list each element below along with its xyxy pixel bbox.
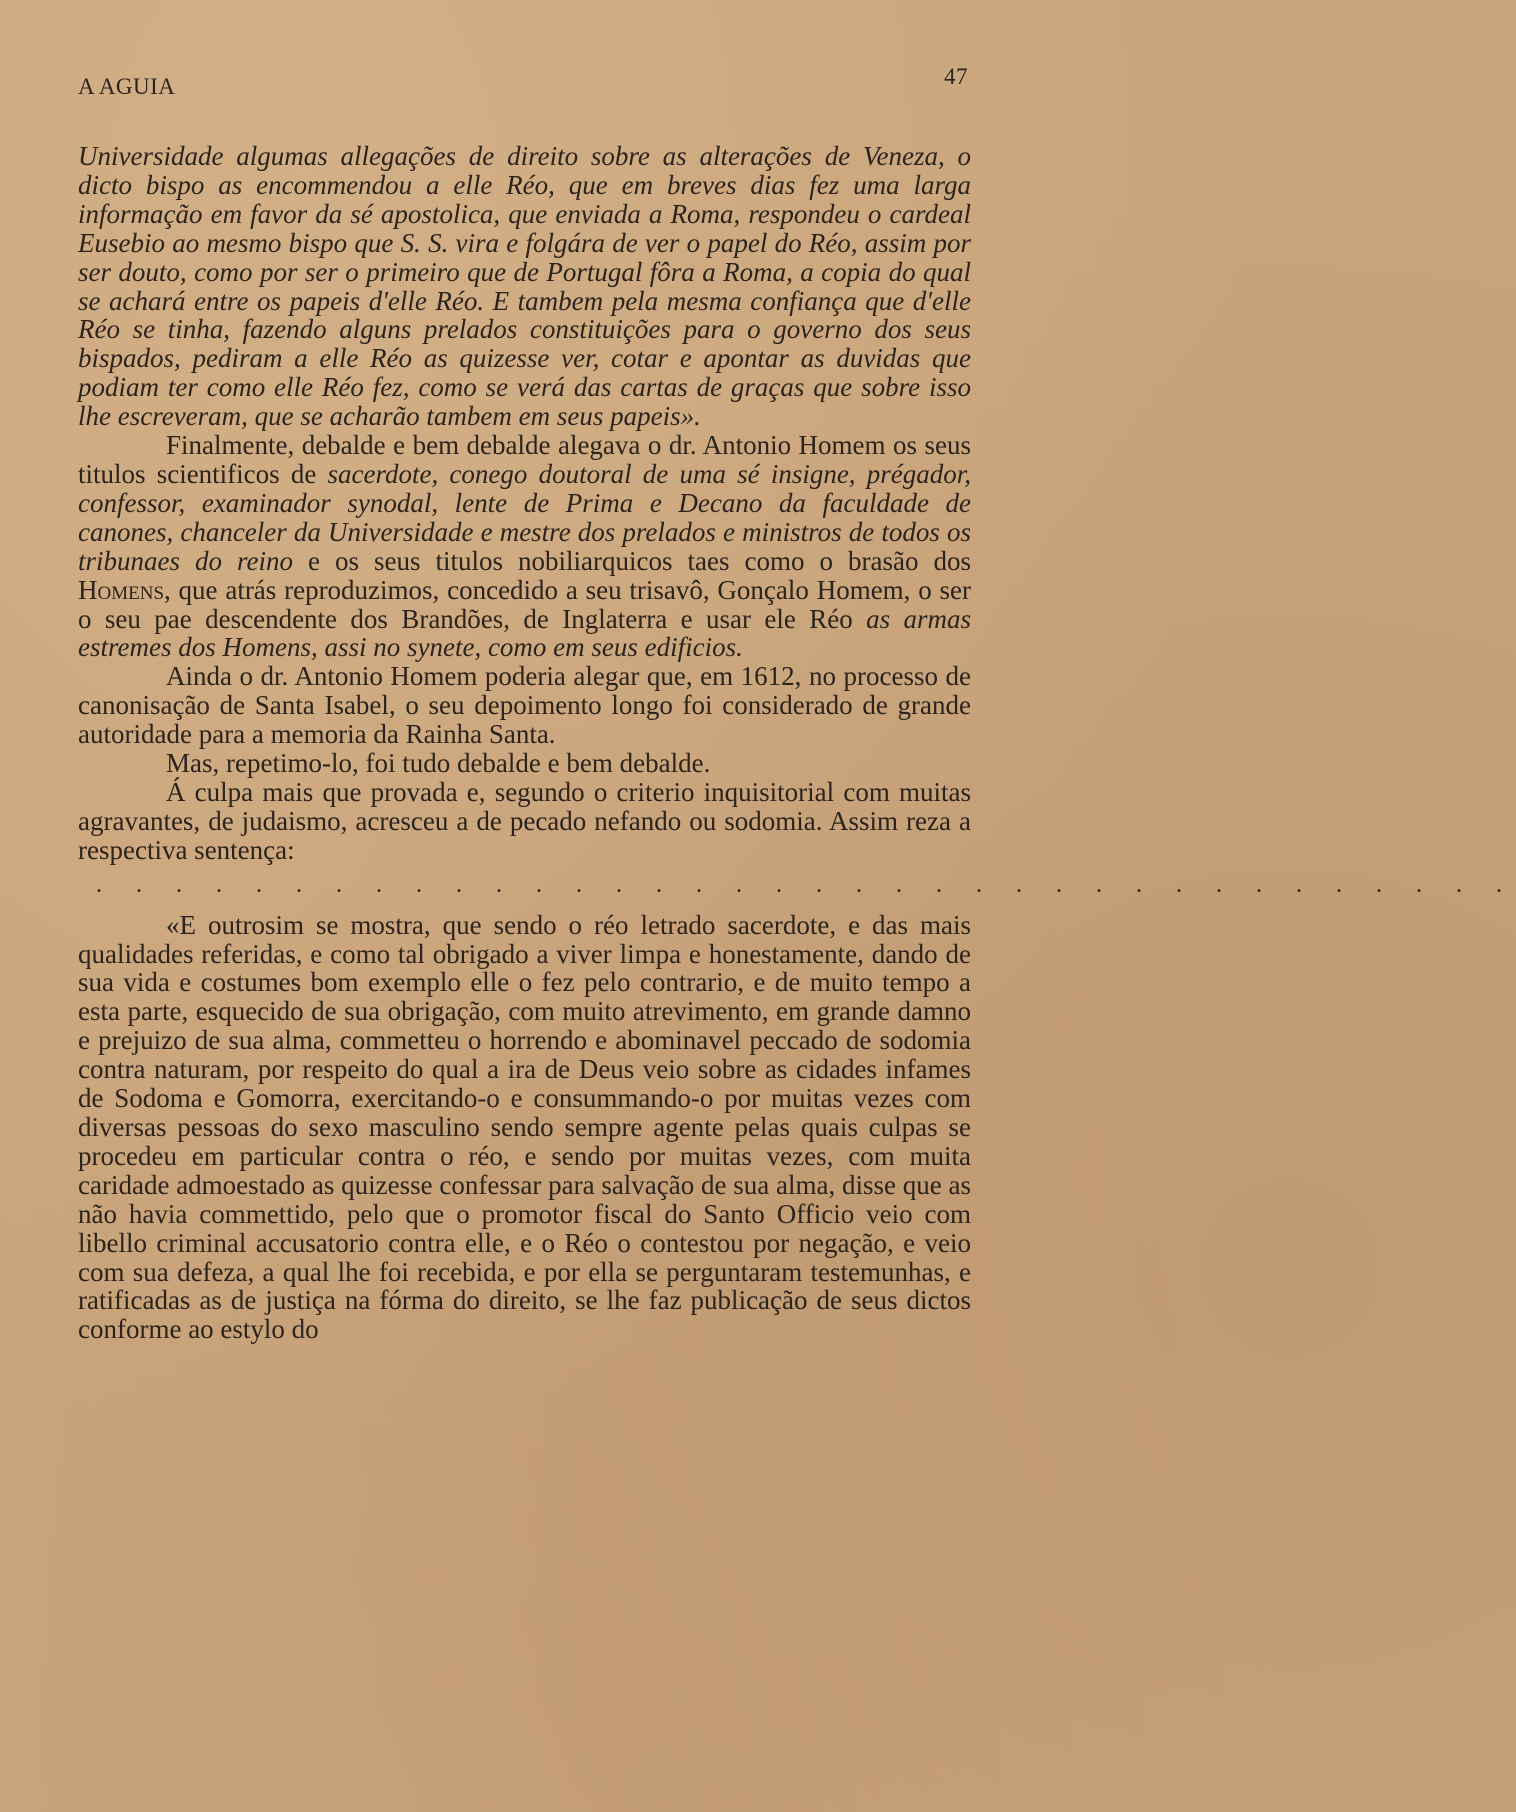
- paragraph-finalmente: [78, 431, 971, 662]
- paragraph-mas: Mas, repetimo-lo, foi tudo debalde e bem debalde.: [166, 748, 711, 779]
- body-text: [78, 141, 1516, 1345]
- page-number: 47: [944, 64, 968, 89]
- text-run-italic: as armas estremes dos Homens, assi no synete, como em seus edificios.: [78, 603, 971, 663]
- paragraph-ainda: Ainda o dr. Antonio Homem poderia alegar que, em 1612, no processo de canonisação de Santa Isabel, o seu depoimento longo foi considerado de grande autoridade para a memoria da Rainha Santa.: [78, 661, 971, 750]
- paragraph-culpa: Á culpa mais que provada e, segundo o criterio inquisitorial com muitas agravantes, de judaismo, acresceu a de pecado nefando ou sodomia. Assim reza a respectiva sentença:: [78, 776, 971, 865]
- text-run-smallcaps: Homens: [78, 574, 165, 605]
- text-run-italic: sacerdote, conego doutoral de uma sé insigne, prégador, confessor, examinador synodal, lente de Prima e Decano da faculdade de canones, chanceler da Universidade e mestre dos prelados e ministros de todos os tribunaes do reino: [78, 458, 972, 576]
- paragraph-sentenca: «E outrosim se mostra, que sendo o réo letrado sacerdote, e das mais qualidades referidas, e como tal obrigado a viver limpa e honestamente, dando de sua vida e costumes bom exemplo elle o fez pelo contrario, e de muito tempo a esta parte, esquecido de sua obrigação, com muito atrevimento, em grande damno e prejuizo de sua alma, commetteu o horrendo e abominavel peccado de sodomia contra naturam, por respeito do qual a ira de Deus veio sobre as cidades infames de Sodoma e Gomorra, exercitando-o e consummando-o por muitas vezes com diversas pessoas do sexo masculino sendo sempre agente pelas quais culpas se procedeu em particular contra o réo, e sendo por muitas vezes, com muita caridade admoestado as quizesse confessar para salvação de sua alma, disse que as não havia commettido, pelo que o promotor fiscal do Santo Officio veio com libello criminal accusatorio contra elle, e o Réo o contestou por negação, e veio com sua defeza, a qual lhe foi recebida, e por ella se perguntaram testemunhas, e ratificadas as de justiça na fórma do direito, se lhe faz publicação de seus dictos conforme ao estylo do: [78, 909, 971, 1345]
- text-run: Finalmente, debalde e bem debalde alegava o dr. Antonio Homem os seus titulos scientificos de: [78, 430, 971, 489]
- ellipsis-separator: . . . . . . . . . . . . . . . . . . . . . . . . . . . . . . . . . . . .: [96, 871, 1516, 898]
- paragraph-quoted-italic: Universidade algumas allegações de direito sobre as alterações de Veneza, o dicto bispo as encommendou a elle Réo, que em breves dias fez uma larga informação em favor da sé apostolica, que enviada a Roma, respondeu o cardeal Eusebio ao mesmo bispo que S. S. vira e folgára de ver o papel do Réo, assim por ser douto, como por ser o primeiro que de Portugal fôra a Roma, a copia do qual se achará entre os papeis d'elle Réo. E tambem pela mesma confiança que d'elle Réo se tinha, fazendo alguns prelados constituições para o governo dos seus bispados, pediram a elle Réo as quizesse ver, cotar e apontar as duvidas que podiam ter como elle Réo fez, como se verá das cartas de graças que sobre isso lhe escreveram, que se acharão tambem em seus papeis».: [78, 141, 971, 432]
- text-run: e os seus titulos nobiliarquicos taes como o brasão dos: [293, 545, 971, 576]
- running-header: [78, 64, 968, 106]
- text-run: , que atrás reproduzimos, concedido a seu trisavô, Gonçalo Homem, o ser o seu pae descendente dos Brandões, de Inglaterra e usar ele Réo: [78, 574, 971, 634]
- journal-title: A AGUIA: [78, 74, 176, 99]
